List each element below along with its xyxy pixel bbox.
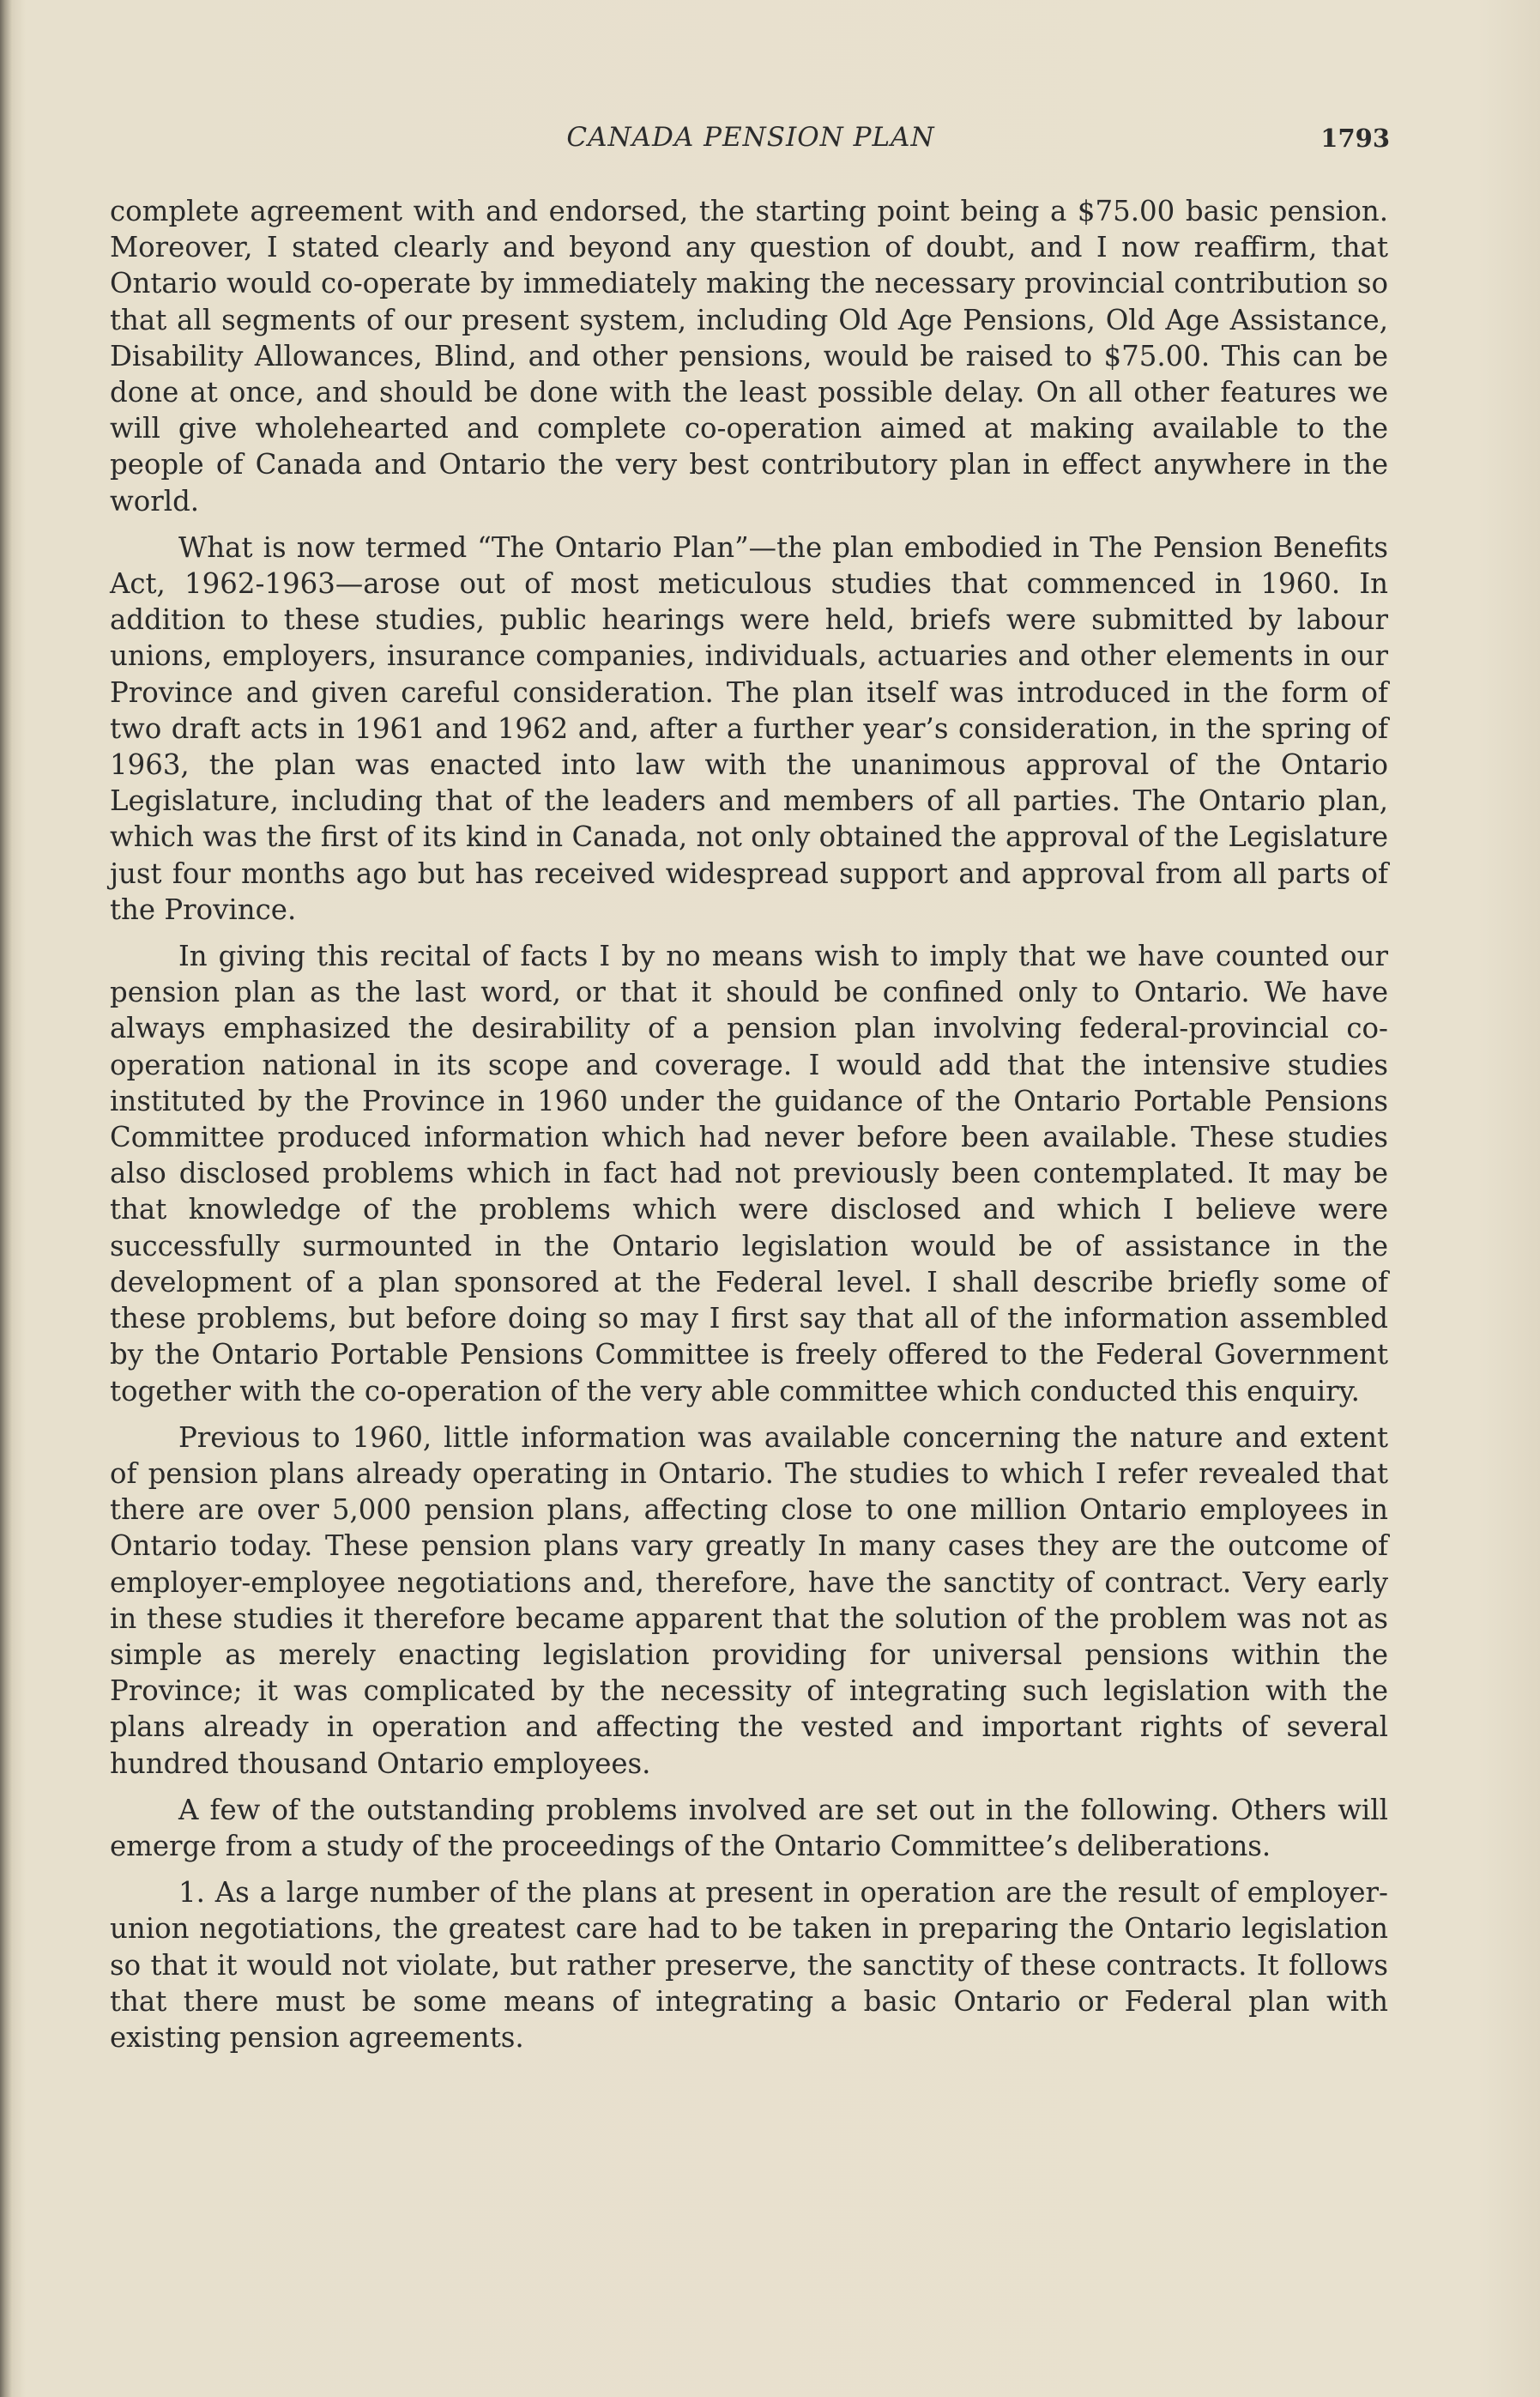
numbered-item-1: 1. As a large number of the plans at present in operation are the result of employer-union negotiations, the greatest care had to be taken in preparing the Ontario legislation so that it would not violate, but rather preserve, the sanctity of these contracts. It follows that there must be some means of integrating a basic Ontario or Federal plan with existing pension agreements. <box>110 1876 1388 2054</box>
page-number: 1793 <box>1320 124 1390 153</box>
body-text <box>110 193 1388 2066</box>
paragraph-previous-to-1960: Previous to 1960, little information was available concerning the nature and extent of pension plans already operating in Ontario. The studies to which I refer revealed that there are over 5,000 pension plans, affecting close to one million Ontario employees in Ontario today. These pension plans vary greatly In many cases they are the outcome of employer-employee negotiations and, therefore, have the sanctity of contract. Very early in these studies it therefore became apparent that the solution of the problem was not as simple as merely enacting legislation providing for universal pensions within the Province; it was complicated by the necessity of integrating such legislation with the plans already in operation and affecting the vested and important rights of several hundred thousand Ontario employees. <box>110 1420 1388 1780</box>
running-header <box>112 122 1390 165</box>
paragraph-ontario-plan: What is now termed “The Ontario Plan”—the plan embodied in The Pension Benefits Act, 1962-1963—arose out of most meticulous studies that commenced in 1960. In addition to these studies, public hearings were held, briefs were submitted by labour unions, employers, insurance companies, individuals, actuaries and other elements in our Province and given careful consideration. The plan itself was introduced in the form of two draft acts in 1961 and 1962 and, after a further year’s consideration, in the spring of 1963, the plan was enacted into law with the unanimous approval of the Ontario Legislature, including that of the leaders and members of all parties. The Ontario plan, which was the first of its kind in Canada, not only obtained the approval of the Legislature just four months ago but has received widespread support and approval from all parts of the Province. <box>110 530 1388 926</box>
paragraph-outstanding-problems: A few of the outstanding problems involved are set out in the following. Others will emerge from a study of the proceedings of the Ontario Committee’s deliberations. <box>110 1793 1388 1862</box>
running-title: CANADA PENSION PLAN <box>566 122 935 153</box>
paragraph-continued: complete agreement with and endorsed, the starting point being a $75.00 basic pension. Moreover, I stated clearly and beyond any question of doubt, and I now reaffirm, that Ontario would co-operate by immediately making the necessary provincial contribution so that all segments of our present system, including Old Age Pensions, Old Age Assistance, Disability Allowances, Blind, and other pensions, would be raised to $75.00. This can be done at once, and should be done with the least possible delay. On all other features we will give wholehearted and complete co-operation aimed at making available to the people of Canada and Ontario the very best contributory plan in effect anywhere in the world. <box>110 195 1388 518</box>
paragraph-recital-of-facts: In giving this recital of facts I by no means wish to imply that we have counted our pension plan as the last word, or that it should be confined only to Ontario. We have always emphasized the desirability of a pension plan involving federal-provincial co-operation national in its scope and coverage. I would add that the intensive studies instituted by the Province in 1960 under the guidance of the Ontario Portable Pensions Committee produced information which had never before been available. These studies also disclosed problems which in fact had not previously been contemplated. It may be that knowledge of the problems which were disclosed and which I believe were successfully surmounted in the Ontario legislation would be of assistance in the development of a plan sponsored at the Federal level. I shall describe briefly some of these problems, but before doing so may I first say that all of the information assembled by the Ontario Portable Pensions Committee is freely offered to the Federal Government together with the co-operation of the very able committee which conducted this enquiry. <box>110 940 1388 1407</box>
